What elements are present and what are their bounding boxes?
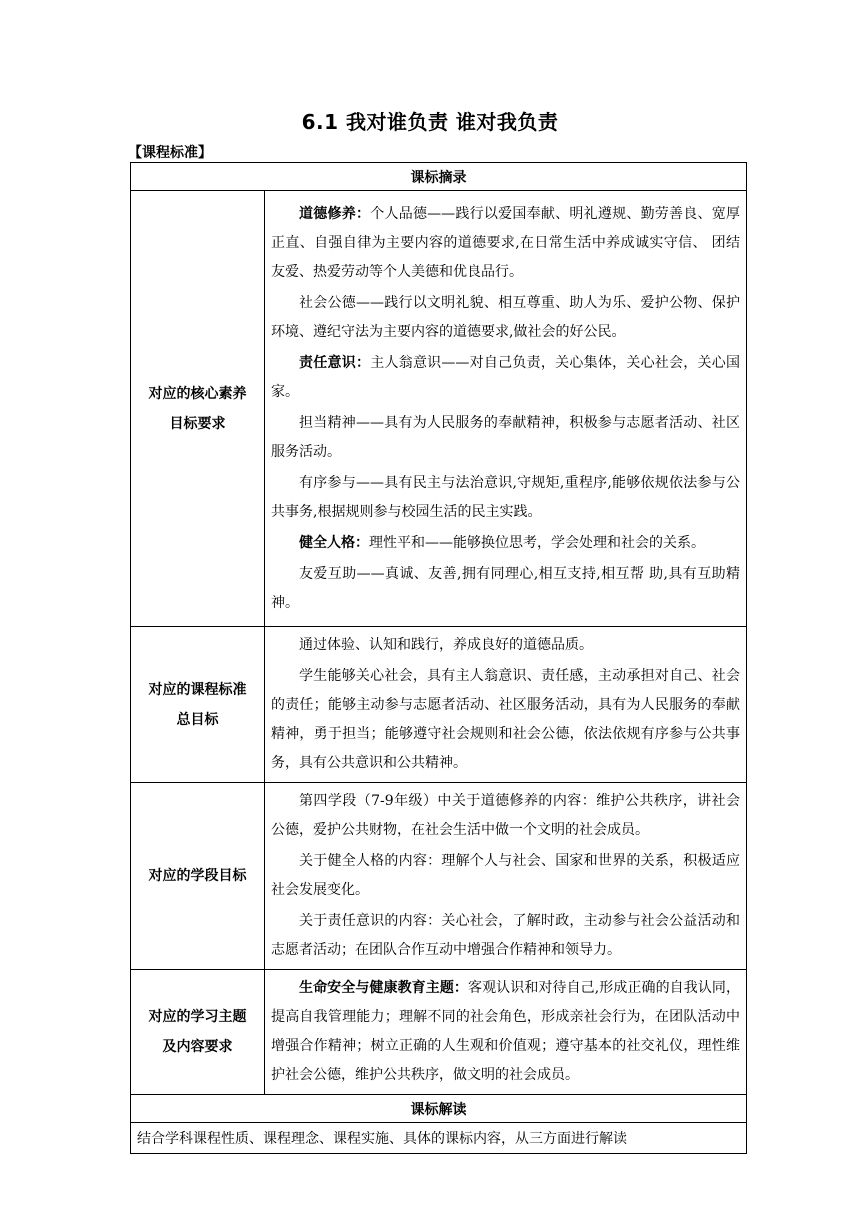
row-label-line: 对应的核心素养 bbox=[148, 385, 247, 402]
row-label bbox=[131, 627, 265, 783]
curriculum-standard-table bbox=[130, 162, 747, 1154]
paragraph-text: 社会公德——践行以文明礼貌、相互尊重、助人为乐、爱护公物、保护环境、遵纪守法为主要内容的道德要求,做社会的好公民。 bbox=[271, 294, 740, 340]
table-header-row bbox=[131, 1095, 747, 1123]
row-label-line: 总目标 bbox=[176, 711, 219, 728]
paragraph-text: 第四学段（7-9年级）中关于道德修养的内容：维护公共秩序，讲社会公德，爱护公共财物，在社会生活中做一个文明的社会成员。 bbox=[271, 793, 740, 838]
row-label-line: 对应的学习主题 bbox=[148, 1009, 247, 1025]
row-label bbox=[131, 783, 265, 970]
table-row bbox=[131, 970, 747, 1095]
paragraph-text: 理性平和——能够换位思考，学会处理和社会的关系。 bbox=[369, 534, 705, 551]
paragraph-lead: 健全人格： bbox=[299, 534, 369, 551]
header-excerpt: 课标摘录 bbox=[131, 163, 747, 191]
paragraph-text: 担当精神——具有为人民服务的奉献精神，积极参与志愿者活动、社区服务活动。 bbox=[271, 414, 740, 460]
interpretation-text: 结合学科课程性质、课程理念、课程实施、具体的课标内容，从三方面进行解读 bbox=[131, 1123, 747, 1154]
row-content bbox=[265, 627, 747, 783]
paragraph bbox=[271, 631, 740, 660]
paragraph-text: 学生能够关心社会，具有主人翁意识、责任感，主动承担对自己、社会的责任；能够主动参与志愿者活动、社区服务活动，具有为人民服务的奉献精神，勇于担当；能够遵守社会规则和社会公德，依法依规有序参与公共事务，具有公共意识和公共精神。 bbox=[271, 668, 740, 771]
paragraph bbox=[271, 469, 740, 527]
row-label-line: 目标要求 bbox=[169, 415, 226, 432]
paragraph bbox=[271, 409, 740, 467]
row-content bbox=[265, 783, 747, 970]
paragraph-text: 客观认识和对待自己,形成正确的自我认同，提高自我管理能力；理解不同的社会角色，形成亲社会行为，在团队活动中增强合作精神；树立正确的人生观和价值观；遵守基本的社交礼仪，理性维护社会公德，维护公共秩序，做文明的社会成员。 bbox=[271, 980, 741, 1083]
table-header-row bbox=[131, 163, 747, 191]
row-content bbox=[265, 191, 747, 627]
paragraph-lead: 道德修养： bbox=[299, 205, 371, 222]
paragraph-lead: 生命安全与健康教育主题： bbox=[299, 980, 468, 996]
paragraph-lead: 责任意识： bbox=[299, 354, 371, 371]
paragraph-text: 友爱互助——真诚、友善,拥有同理心,相互支持,相互帮 助,具有互助精神。 bbox=[271, 565, 740, 611]
paragraph bbox=[271, 847, 740, 905]
row-label bbox=[131, 970, 265, 1095]
paragraph-text: 通过体验、认知和践行，养成良好的道德品质。 bbox=[299, 637, 593, 653]
paragraph bbox=[271, 662, 740, 778]
paragraph bbox=[271, 529, 740, 558]
row-label-line: 对应的学段目标 bbox=[148, 868, 247, 884]
paragraph-text: 主人翁意识——对自己负责，关心集体，关心社会，关心国家。 bbox=[271, 354, 741, 400]
row-content bbox=[265, 970, 747, 1095]
header-interpretation: 课标解读 bbox=[131, 1095, 747, 1123]
paragraph bbox=[271, 349, 740, 407]
section-label: 【课程标准】 bbox=[128, 145, 212, 161]
paragraph bbox=[271, 200, 740, 287]
table-row bbox=[131, 1123, 747, 1154]
paragraph-text: 关于健全人格的内容：理解个人与社会、国家和世界的关系，积极适应社会发展变化。 bbox=[271, 853, 740, 898]
paragraph-text: 个人品德——践行以爱国奉献、明礼遵规、勤劳善良、宽厚正直、自强自律为主要内容的道德要求,在日常生活中养成诚实守信、 团结友爱、热爱劳动等个人美德和优良品行。 bbox=[271, 205, 741, 280]
paragraph-text: 有序参与——具有民主与法治意识,守规矩,重程序,能够依规依法参与公共事务,根据规则参与校园生活的民主实践。 bbox=[271, 474, 740, 520]
table-row bbox=[131, 191, 747, 627]
paragraph-text: 关于责任意识的内容：关心社会，了解时政，主动参与社会公益活动和志愿者活动；在团队合作互动中增强合作精神和领导力。 bbox=[271, 913, 740, 958]
table-row bbox=[131, 627, 747, 783]
paragraph bbox=[271, 974, 740, 1090]
paragraph bbox=[271, 787, 740, 845]
row-label bbox=[131, 191, 265, 627]
page-title: 6.1 我对谁负责 谁对我负责 bbox=[301, 110, 559, 134]
row-label-line: 及内容要求 bbox=[162, 1039, 233, 1055]
paragraph bbox=[271, 907, 740, 965]
paragraph bbox=[271, 289, 740, 347]
row-label-line: 对应的课程标准 bbox=[148, 681, 247, 698]
paragraph bbox=[271, 560, 740, 618]
table-row bbox=[131, 783, 747, 970]
